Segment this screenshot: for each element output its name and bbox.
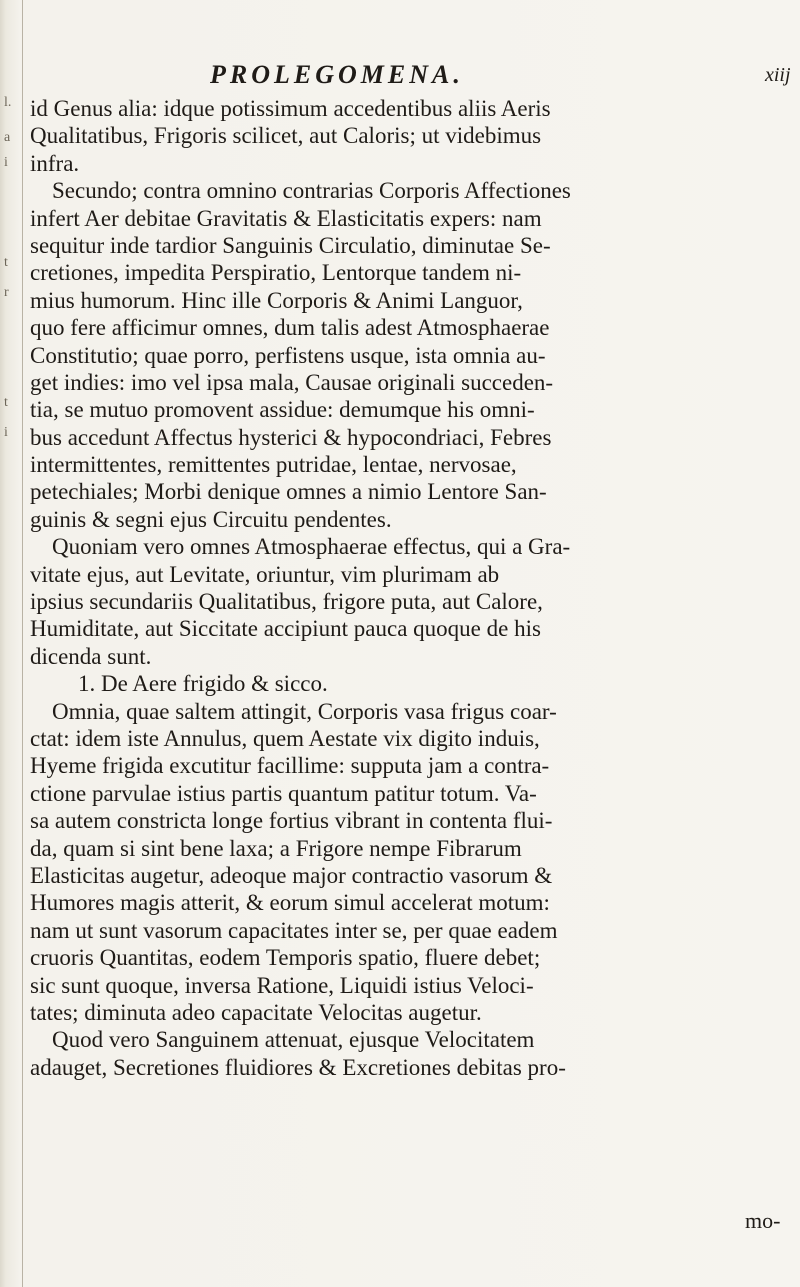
- page-number: xiij: [765, 64, 791, 86]
- text-line: sic sunt quoque, inversa Ratione, Liquidi istius Veloci-: [30, 972, 534, 998]
- text-line: infra.: [30, 150, 80, 176]
- text-line: mius humorum. Hinc ille Corporis & Animi Languor,: [30, 287, 523, 313]
- text-line: cretiones, impedita Perspiratio, Lentorque tandem ni-: [30, 260, 522, 286]
- text-line: ipsius secundariis Qualitatibus, frigore puta, aut Calore,: [30, 589, 543, 615]
- text-line: tates; diminuta adeo capacitate Velocitas augetur.: [30, 999, 482, 1025]
- text-line: Elasticitas augetur, adeoque major contractio vasorum &: [30, 862, 553, 888]
- text-line: tia, se mutuo promovent assidue: demumque his omni-: [30, 397, 535, 423]
- text-line: id Genus alia: idque potissimum accedentibus aliis Aeris: [30, 96, 551, 121]
- page-header: [0, 60, 800, 90]
- gutter-mark: i: [4, 155, 8, 170]
- text-line: cruoris Quantitas, eodem Temporis spatio, fluere debet;: [30, 945, 541, 971]
- text-line: petechiales; Morbi denique omnes a nimio Lentore San-: [30, 479, 547, 505]
- text-line: quo fere afficimur omnes, dum talis adest Atmosphaerae: [30, 315, 550, 341]
- text-line: nam ut sunt vasorum capacitates inter se, per quae eadem: [30, 917, 558, 943]
- text-line: Qualitatibus, Frigoris scilicet, aut Caloris; ut videbimus: [30, 123, 542, 149]
- text-line: sa autem constricta longe fortius vibrant in contenta flui-: [30, 808, 553, 834]
- gutter-mark: t: [4, 255, 8, 270]
- gutter-mark: l.: [4, 95, 12, 110]
- gutter-mark: t: [4, 395, 8, 410]
- text-line: da, quam si sint bene laxa; a Frigore nempe Fibrarum: [30, 835, 522, 861]
- running-title: PROLEGOMENA.: [210, 60, 464, 89]
- text-line: adauget, Secretiones fluidiores & Excretiones debitas pro-: [30, 1054, 566, 1080]
- binding-gutter: [0, 0, 23, 1287]
- text-line: Quoniam vero omnes Atmosphaerae effectus, qui a Gra-: [52, 534, 571, 560]
- text-line: Humiditate, aut Siccitate accipiunt pauca quoque de his: [30, 616, 541, 642]
- text-line: intermittentes, remittentes putridae, lentae, nervosae,: [30, 452, 517, 478]
- text-line: Omnia, quae saltem attingit, Corporis vasa frigus coar-: [52, 698, 557, 724]
- catchword: mo-: [745, 1208, 781, 1233]
- text-line: guinis & segni ejus Circuitu pendentes.: [30, 506, 392, 532]
- text-line: Humores magis atterit, & eorum simul accelerat motum:: [30, 890, 550, 916]
- text-line: ctione parvulae istius partis quantum patitur totum. Va-: [30, 780, 537, 806]
- text-line: Hyeme frigida excutitur facillime: supputa jam a contra-: [30, 753, 550, 779]
- text-line: Secundo; contra omnino contrarias Corporis Affectiones: [52, 178, 571, 204]
- body-text: [30, 95, 788, 1081]
- text-line: infert Aer debitae Gravitatis & Elasticitatis expers: nam: [30, 205, 542, 231]
- gutter-mark: i: [4, 425, 8, 440]
- text-line: dicenda sunt.: [30, 643, 152, 669]
- gutter-mark: a: [4, 130, 11, 145]
- text-line: Constitutio; quae porro, perfistens usque, ista omnia au-: [30, 342, 546, 368]
- text-line: bus accedunt Affectus hysterici & hypocondriaci, Febres: [30, 424, 552, 450]
- text-line: Quod vero Sanguinem attenuat, ejusque Velocitatem: [52, 1027, 535, 1053]
- text-line: sequitur inde tardior Sanguinis Circulatio, diminutae Se-: [30, 232, 551, 258]
- text-line: get indies: imo vel ipsa mala, Causae originali succeden-: [30, 369, 554, 395]
- text-line: vitate ejus, aut Levitate, oriuntur, vim plurimam ab: [30, 561, 500, 587]
- text-line: ctat: idem iste Annulus, quem Aestate vix digito induis,: [30, 725, 540, 751]
- gutter-mark: r: [4, 285, 9, 300]
- section-heading: 1. De Aere frigido & sicco.: [78, 671, 328, 697]
